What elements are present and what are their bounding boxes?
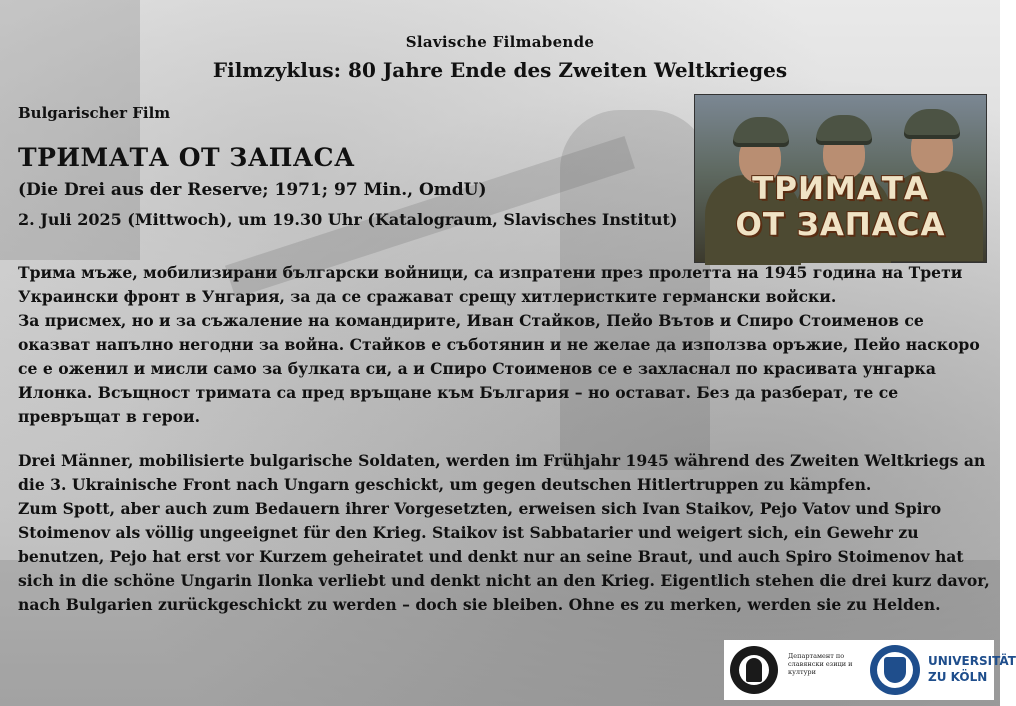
- helmet-middle: [816, 115, 872, 145]
- screening-datetime: 2. Juli 2025 (Mittwoch), um 19.30 Uhr (Katalograum, Slavisches Institut): [18, 210, 678, 229]
- still-title-line2: ОТ ЗАПАСА: [735, 207, 946, 243]
- university-name: [928, 653, 1016, 685]
- helmet-left: [733, 117, 789, 147]
- helmet-right: [904, 109, 960, 139]
- department-logo-text: Департамент по славянски езици и култури: [788, 652, 853, 676]
- description-bg-paragraph: За присмех, но и за съжаление на командирите, Иван Стайков, Пейо Вътов и Спиро Стоименов се оказват напълно негодни за война. Стайков е съботянин и не желае да използва оръжие, Пейо наскоро се е оженил и мисли само за булката си, а и Спиро Стоименов се е захласнал по красивата унгарка Илонка. Всъщност тримата са пред връщане към България – но остават. Без да разберат, те се превръщат в герои.: [18, 311, 980, 426]
- institute-seal-logo: [730, 646, 778, 694]
- film-still-image: [694, 94, 987, 263]
- description-de-paragraph: Drei Männer, mobilisierte bulgarische Soldaten, werden im Frühjahr 1945 während des Zweiten Weltkriegs an die 3. Ukrainische Front nach Ungarn geschickt, um gegen deutschen Hitlertruppen zu kämpfen.: [18, 451, 986, 494]
- description-german: [18, 449, 993, 617]
- cycle-heading: Filmzyklus: 80 Jahre Ende des Zweiten Weltkrieges: [212, 58, 788, 82]
- university-name-line2: ZU KÖLN: [928, 670, 988, 684]
- film-title: ТРИМАТА ОТ ЗАПАСА: [18, 143, 355, 172]
- description-de-paragraph: Zum Spott, aber auch zum Bedauern ihrer Vorgesetzten, erweisen sich Ivan Staikov, Pejo Vatov und Spiro Stoimenov als völlig ungeeignet für den Krieg. Staikov ist Sabbatarier und weigert sich, ein Gewehr zu benutzen, Pejo hat erst vor Kurzem geheiratet und denkt nur an seine Braut, und auch Spiro Stoimenov hat sich in die schöne Ungarin Ilonka verliebt und denkt nicht an den Krieg. Eigentlich stehen die drei kurz davor, nach Bulgarien zurückgeschickt zu werden – doch sie bleiben. Ohne es zu merken, werden sie zu Helden.: [18, 499, 990, 614]
- university-name-line1: UNIVERSITÄT: [928, 654, 1016, 668]
- description-bulgarian: [18, 261, 993, 429]
- film-subtitle: (Die Drei aus der Reserve; 1971; 97 Min., OmdU): [18, 180, 487, 200]
- university-seal-logo: [870, 645, 920, 695]
- genre-label: Bulgarischer Film: [18, 104, 171, 122]
- still-title-line1: ТРИМАТА: [752, 171, 929, 207]
- description-bg-paragraph: Трима мъже, мобилизирани български войници, са изпратени през пролетта на 1945 година на Трети Украински фронт в Унгария, за да се сражават срещу хитлеристките германски войски.: [18, 263, 963, 306]
- logo-strip: [724, 640, 1016, 700]
- series-heading: Slavische Filmabende: [405, 33, 595, 51]
